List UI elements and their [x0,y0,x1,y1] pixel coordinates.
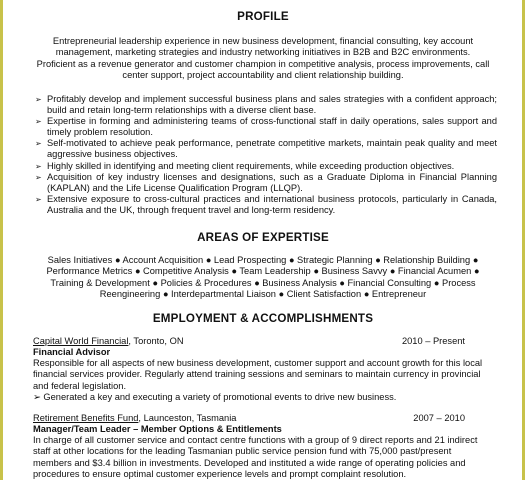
job-description-line: Responsible for all aspects of new business development, customer support and account growth for this local [33,358,483,369]
expertise-line: Performance Metrics ● Competitive Analysis ● Team Leadership ● Business Savvy ● Financial Acumen ● [46,266,480,277]
job-dates: 2010 – Present [401,336,465,346]
job-dates: 2007 – 2010 [413,413,465,423]
expertise-line: Sales Initiatives ● Account Acquisition ● Lead Prospecting ● Strategic Planning ● Relationship Building ● [47,255,479,265]
job-entry [33,336,497,403]
job-description-line: and federal legislation. [33,380,127,391]
arrow-bullet-icon: ➢ [35,172,42,182]
summary-line: center support, project accountability and client relationship building. [122,69,404,80]
expertise-heading: AREAS OF EXPERTISE [197,231,329,244]
list-item: ➢ Profitably develop and implement successful business plans and sales strategies with a confident approach; build and retain long-term relationships with a diverse client base. [35,94,497,116]
job-title: Financial Advisor [33,347,111,358]
summary-line: management, marketing strategies and industry networking initiatives in B2B and B2C environments. [55,47,471,58]
profile-heading: PROFILE [237,10,289,23]
list-item: ➢ Self-motivated to achieve peak performance, penetrate competitive markets, maintain peak quality and meet aggressive business objectives. [35,138,497,160]
arrow-bullet-icon: ➢ [35,95,42,104]
job-title: Manager/Team Leader – Member Options & Entitlements [33,424,282,435]
list-item: ➢ Acquisition of key industry licenses and designations, such as a Graduate Diploma in Financial Planning (KAPLAN) and the Life License Qualification Program (LLQP). [35,171,497,193]
job-description-line: financial services provider. Regularly attend training sessions and seminars to maintain currency in provincial [33,369,481,380]
arrow-bullet-icon: ➢ [35,139,42,149]
profile-bullets [33,94,497,216]
job-description-line: members and $3.4 billion in investments. Developed and instituted a wide range of operating policies and [33,457,466,468]
list-item: ➢ Expertise in forming and administering teams of cross-functional staff in daily operations, sales support and timely problem resolution. [35,116,497,138]
expertise-line: Reengineering ● Interdepartmental Liaison ● Client Satisfaction ● Entrepreneur [99,288,427,299]
expertise-line: Training & Development ● Policies & Procedures ● Business Analysis ● Financial Consulting ● Process [50,277,476,288]
summary-line: Proficient as a revenue generator and customer champion in competitive analysis, process improvements, call [36,58,490,69]
summary-line: Entrepreneurial leadership experience in new business development, financial consulting, key account [52,36,474,46]
arrow-bullet-icon: ➢ [35,161,42,171]
list-item: ➢ Highly skilled in identifying and meeting client requirements, while exceeding production objectives. [35,160,455,171]
company-name: Capital World Financial [33,336,129,346]
job-entry [33,413,497,480]
employment-heading: EMPLOYMENT & ACCOMPLISHMENTS [152,312,374,325]
job-location: , Launceston, Tasmania [138,413,237,423]
arrow-bullet-icon: ➢ [35,194,42,204]
job-description-line: procedures to ensure optimal customer experience levels and prompt complaint resolution. [33,468,407,479]
company-name: Retirement Benefits Fund [33,413,139,423]
job-description-line: In charge of all customer service and contact centre functions with a group of 9 direct reports and 21 indirect [33,435,478,446]
list-item: ➢ Extensive exposure to cross-cultural practices and international business protocols, particularly in Canada, Australia and the UK, through frequent travel and long-term residency. [35,193,497,215]
expertise-list [29,255,497,300]
arrow-bullet-icon: ➢ [35,117,42,127]
job-description-line: ➢ Generated a key and executing a variety of promotional events to drive new business. [33,391,397,402]
job-location: , Toronto, ON [128,336,184,346]
profile-summary [29,36,497,81]
job-description-line: staff at other locations for the leading Tasmanian public service pension fund with 75,000 past/present [33,446,452,457]
